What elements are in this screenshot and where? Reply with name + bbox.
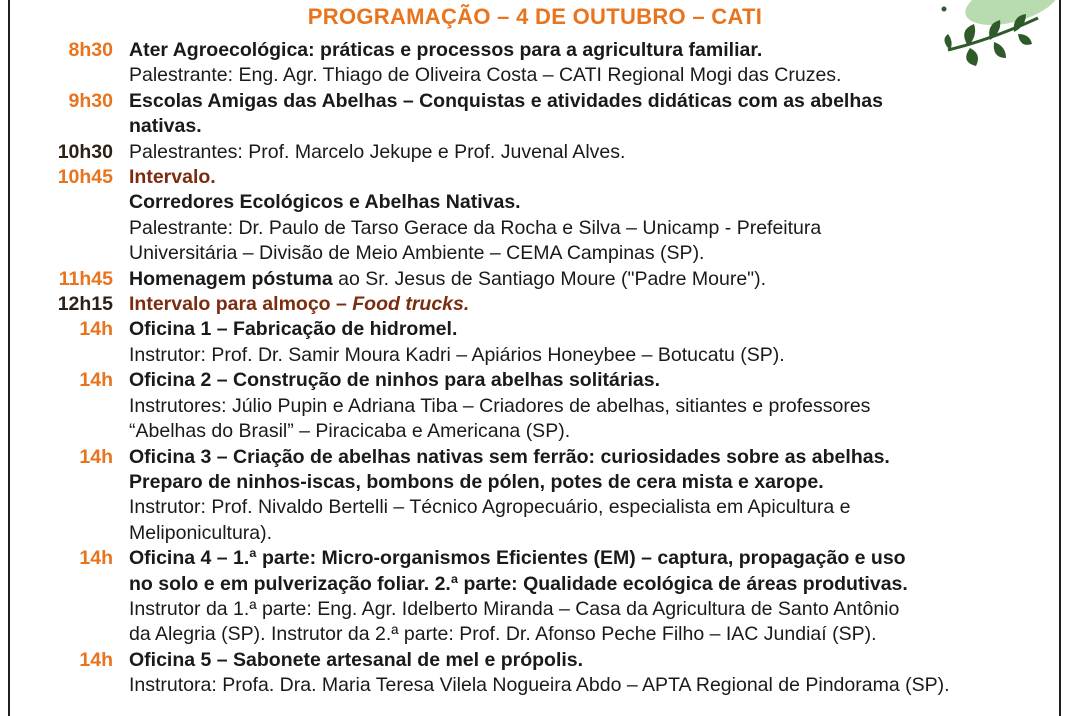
schedule-time: 8h30 (68, 39, 113, 61)
workshop-instructor: Instrutor: Prof. Nivaldo Bertelli – Técnico Agropecuário, especialista em Apicultura e (129, 496, 851, 519)
workshop-instructor: Instrutores: Júlio Pupin e Adriana Tiba – Criadores de abelhas, sitiantes e professores (129, 394, 871, 417)
workshop-instructor: “Abelhas do Brasil” – Piracicaba e Americana (SP). (129, 420, 571, 443)
schedule-item (0, 648, 1056, 699)
schedule-content (129, 38, 1019, 89)
workshop-instructor: Instrutora: Profa. Dra. Maria Teresa Vilela Nogueira Abdo – APTA Regional de Pindorama (SP). (129, 674, 950, 697)
workshop-title: Preparo de ninhos-iscas, bombons de pólen, potes de cera mista e xarope. (129, 470, 824, 493)
schedule-content (129, 546, 1019, 648)
schedule-item (0, 368, 1056, 444)
session-speaker: Universitária – Divisão de Meio Ambiente – CEMA Campinas (SP). (129, 242, 705, 265)
food-trucks-label: Food trucks. (352, 293, 470, 316)
lunch-break-label: Intervalo para almoço – (129, 293, 353, 316)
schedule-item (0, 445, 1056, 547)
session-speaker: Palestrante: Dr. Paulo de Tarso Gerace da Rocha e Silva – Unicamp - Prefeitura (129, 216, 822, 239)
page-title: PROGRAMAÇÃO – 4 DE OUTUBRO – CATI (307, 4, 763, 29)
schedule-item (0, 38, 1056, 89)
session-title: Corredores Ecológicos e Abelhas Nativas. (129, 191, 521, 214)
schedule-item (0, 292, 1056, 317)
schedule-content (129, 648, 1019, 699)
schedule-time: 14h (79, 547, 113, 570)
schedule-time: 14h (79, 369, 113, 392)
session-speaker: Palestrantes: Prof. Marcelo Jekupe e Prof. Juvenal Alves. (129, 140, 626, 163)
schedule-content (129, 445, 1019, 547)
workshop-instructor: Instrutor: Prof. Dr. Samir Moura Kadri – Apiários Honeybee – Botucatu (SP). (129, 343, 785, 366)
schedule-item (0, 89, 1056, 140)
workshop-title: Oficina 5 – Sabonete artesanal de mel e própolis. (129, 648, 584, 671)
schedule-content (129, 368, 1019, 444)
schedule-item (0, 140, 1056, 165)
page-frame-right (1059, 0, 1061, 716)
workshop-title: Oficina 1 – Fabricação de hidromel. (129, 318, 458, 341)
session-speaker: Palestrante: Eng. Agr. Thiago de Oliveira Costa – CATI Regional Mogi das Cruzes. (129, 64, 842, 87)
schedule-time: 9h30 (68, 89, 113, 112)
workshop-instructor: da Alegria (SP). Instrutor da 2.ª parte: Prof. Dr. Afonso Peche Filho – IAC Jundiaí (SP). (129, 623, 877, 646)
schedule-content (129, 267, 1019, 292)
workshop-title: no solo e em pulverização foliar. 2.ª parte: Qualidade ecológica de áreas produtivas. (129, 572, 908, 595)
schedule-time: 10h45 (57, 166, 113, 189)
schedule-content (129, 140, 1019, 165)
schedule-time: 11h45 (58, 267, 113, 290)
schedule-content (129, 292, 1019, 317)
schedule-content (129, 89, 1019, 140)
schedule-content (129, 165, 1019, 267)
tribute-label: Homenagem póstuma (129, 267, 333, 290)
schedule-item (0, 267, 1056, 292)
schedule-item (0, 546, 1056, 648)
workshop-instructor: Meliponicultura). (129, 521, 273, 544)
schedule-time: 14h (79, 318, 113, 341)
workshop-title: Oficina 4 – 1.ª parte: Micro-organismos Eficientes (EM) – captura, propagação e uso (129, 547, 906, 570)
schedule-content (129, 317, 1019, 368)
session-title: nativas. (129, 115, 202, 138)
schedule-time: 14h (79, 648, 113, 671)
schedule-time: 14h (79, 445, 113, 468)
tribute-text: ao Sr. Jesus de Santiago Moure ("Padre Moure"). (332, 267, 767, 290)
session-title: Escolas Amigas das Abelhas – Conquistas e atividades didáticas com as abelhas (129, 89, 883, 112)
session-title: Ater Agroecológica: práticas e processos para a agricultura familiar. (129, 39, 763, 61)
workshop-title: Oficina 3 – Criação de abelhas nativas sem ferrão: curiosidades sobre as abelhas. (129, 445, 890, 468)
schedule-item (0, 317, 1056, 368)
workshop-title: Oficina 2 – Construção de ninhos para abelhas solitárias. (129, 369, 660, 392)
schedule-item (0, 165, 1056, 267)
break-label: Intervalo. (129, 166, 216, 189)
workshop-instructor: Instrutor da 1.ª parte: Eng. Agr. Idelberto Miranda – Casa da Agricultura de Santo Antônio (129, 597, 900, 620)
schedule-time: 10h30 (57, 140, 113, 163)
schedule-time: 12h15 (57, 293, 113, 316)
schedule-list (0, 38, 1056, 699)
